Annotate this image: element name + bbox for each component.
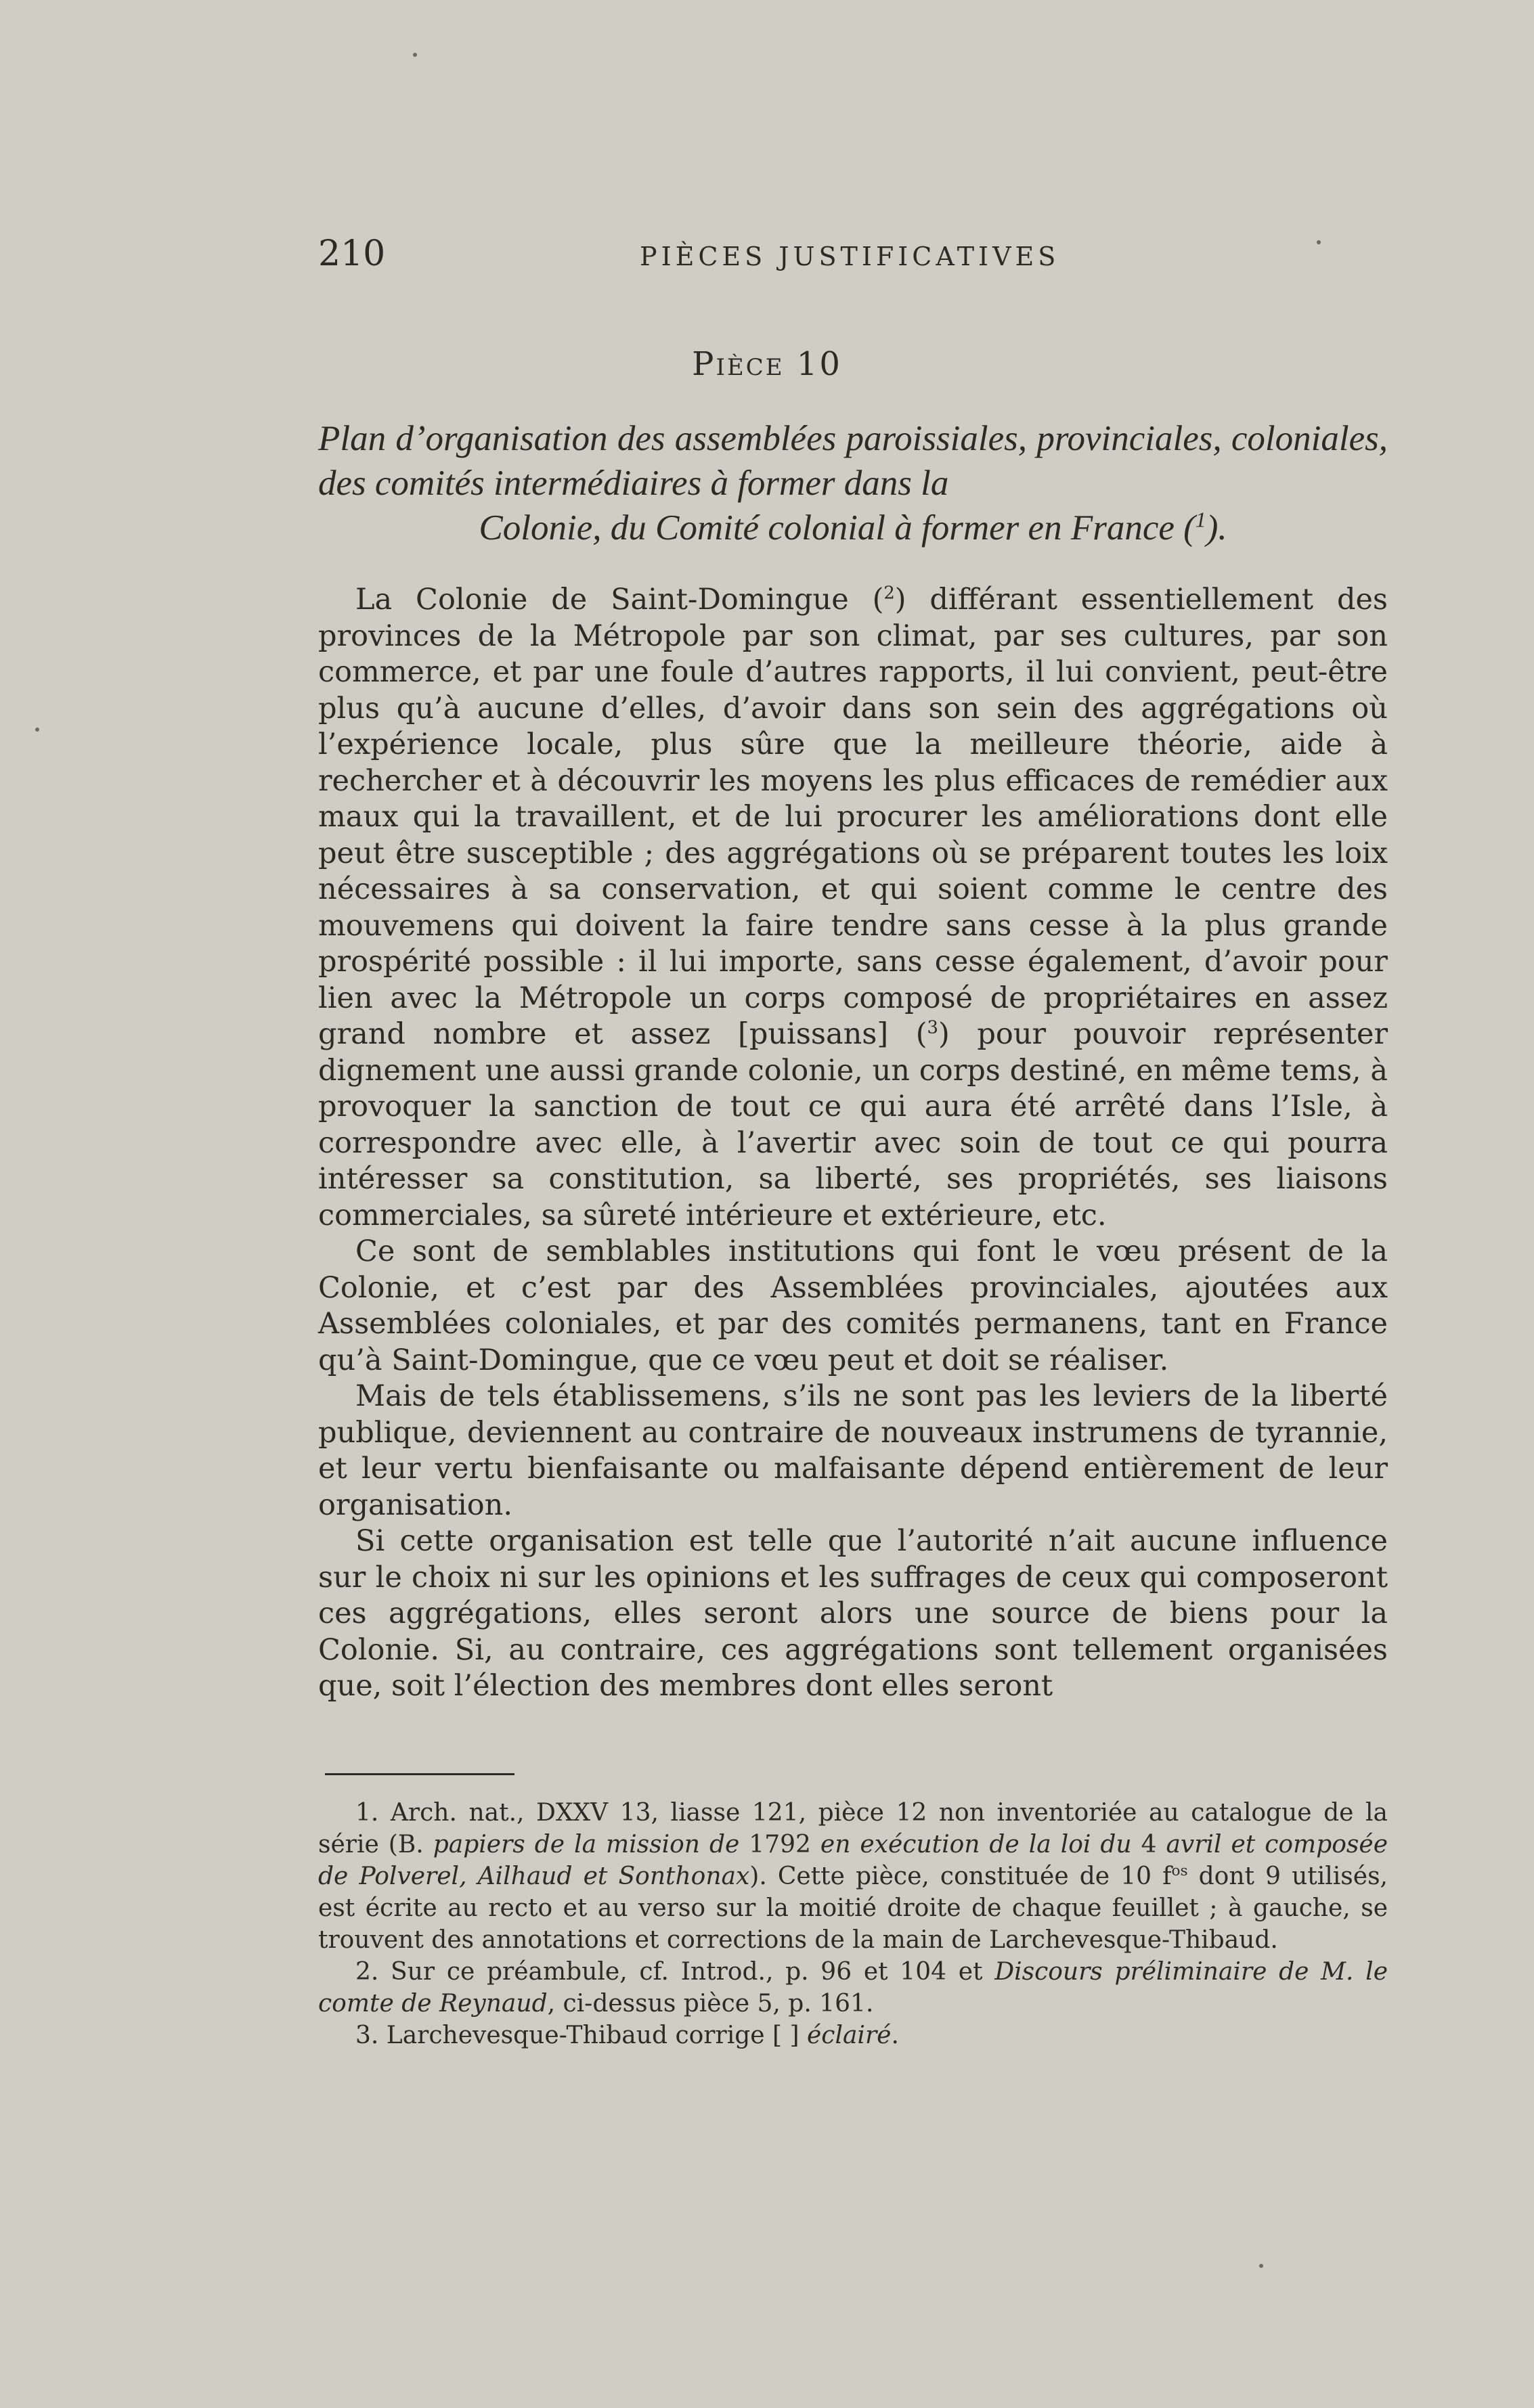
paragraph-3: Mais de tels établissemens, s’ils ne sont pas les leviers de la liberté publique, deviennent au contraire de nouveaux instrumens de tyrannie, et leur vertu bienfaisante ou malfaisante dépend entièrement de leur organisation. bbox=[318, 1379, 1388, 1522]
footnote-divider bbox=[325, 1773, 514, 1775]
footnote-ref-3: 3 bbox=[927, 1017, 938, 1038]
paper-speck bbox=[1317, 240, 1321, 244]
footnote-3: 3. Larchevesque-Thibaud corrige [ ] éclairé. bbox=[355, 2022, 899, 2049]
paper-speck bbox=[413, 53, 417, 57]
document-title bbox=[318, 416, 1388, 550]
footnote-ref-1: 1 bbox=[1195, 508, 1206, 532]
paragraph-2: Ce sont de semblables institutions qui font le vœu présent de la Colonie, et c’est par des Assemblées provinciales, ajoutées aux Assemblées coloniales, et par des comités permanens, tant en France qu’à Saint-Domingue, que ce vœu peut et doit se réaliser. bbox=[318, 1234, 1388, 1377]
footnote-ref-2: 2 bbox=[883, 583, 895, 604]
paragraph-4: Si cette organisation est telle que l’autorité n’ait aucune influence sur le choix ni sur les opinions et les suffrages de ceux qui composeront ces aggrégations, elles seront alors une source de biens pour la Colonie. Si, au contraire, ces aggrégations sont tellement organisées que, soit l’élection des membres dont elles seront bbox=[318, 1524, 1388, 1703]
paragraph-1: La Colonie de Saint-Domingue ($^2$) différant essentiellement des provinces de la Métropole par son climat, par ses cultures, par son commerce, et par une foule d’autres rapports, il lui convient, peut-être plus qu’à aucune d’elles, d’avoir dans son sein des aggrégations où l’expérience locale, plus sûre que la meilleure théorie, aide à rechercher et à découvrir les moyens les plus efficaces de remédier aux maux qui la travaillent, et de lui procurer les améliorations dont elle peut être susceptible ; des aggrégations où se préparent toutes les loix nécessaires à sa conservation, et qui soient comme le centre des mouvemens qui doivent la faire tendre sans cesse à la plus grande prospérité possible : il lui importe, sans cesse également, d’avoir pour lien avec la Métropole un corps composé de propriétaires en assez grand nombre et assez [puissans] ($^3$) pour pouvoir représenter dignement une aussi grande colonie, un corps destiné, en même tems, à provoquer la sanction de tout ce qui aura été arrêté dans l’Isle, à correspondre avec elle, à l’avertir avec soin de tout ce qui pourra intéresser sa constitution, sa liberté, ses propriétés, ses liaisons commerciales, sa sûreté intérieure et extérieure, etc. bbox=[318, 583, 1388, 1232]
paper-speck bbox=[1259, 2264, 1263, 2268]
running-title: PIÈCES JUSTIFICATIVES bbox=[640, 242, 1060, 271]
paper-speck bbox=[35, 728, 39, 732]
page-header bbox=[318, 233, 1388, 281]
piece-title: Pièce 10 bbox=[692, 345, 842, 383]
footnotes bbox=[318, 1797, 1388, 2051]
footnote-1: 1. Arch. nat., DXXV 13, liasse 121, pièce 12 non inventoriée au catalogue de la série (B. papiers de la mission de 1792 en exécution de la loi du 4 avril et composée de Polverel, Ailhaud et Sonthonax). Cette pièce, constituée de 10 $f^{os}$ dont 9 utilisés, est écrite au recto et au verso sur la moitié droite de chaque feuillet ; à gauche, se trouvent des annotations et corrections de la main de Larchevesque-Thibaud. bbox=[318, 1799, 1388, 1954]
footnote-2: 2. Sur ce préambule, cf. Introd., p. 96 et 104 et Discours préliminaire de M. le comte de Reynaud, ci-dessus pièce 5, p. 161. bbox=[318, 1958, 1388, 2017]
document-title-last-line: Colonie, du Comité colonial à former en France ($^1$). bbox=[479, 508, 1227, 548]
page-number: 210 bbox=[318, 233, 386, 274]
document-title-main: Plan d’organisation des assemblées paroissiales, provinciales, coloniales, des comités intermédiaires à former dans la bbox=[318, 419, 1388, 503]
body-text bbox=[318, 582, 1388, 1705]
